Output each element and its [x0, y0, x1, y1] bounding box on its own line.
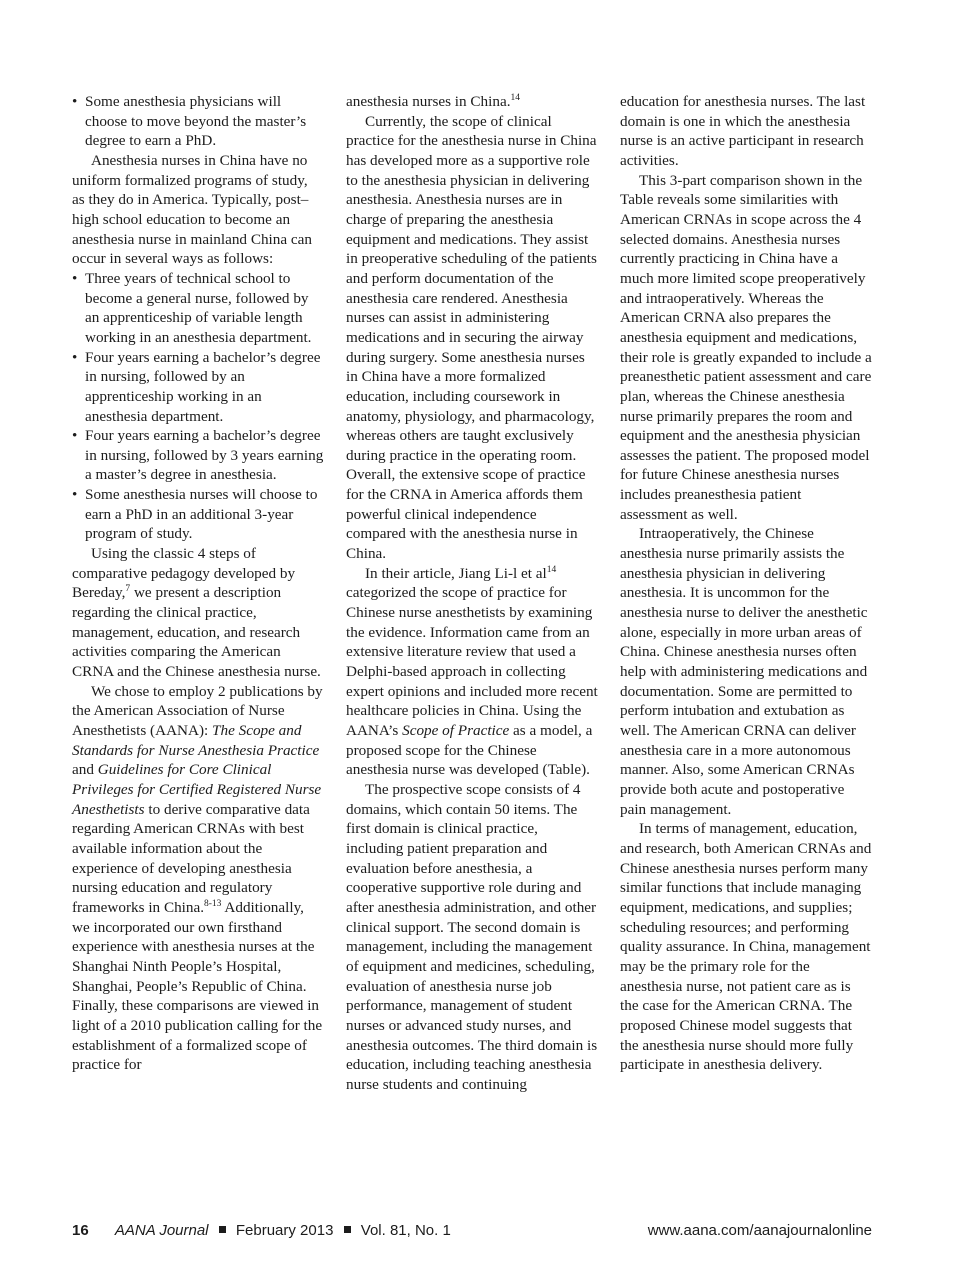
publication-title: Guidelines for Core Clinical Privileges for Certified Registered Nurse Anesthetists [72, 761, 322, 818]
paragraph-clinical-scope: Currently, the scope of clinical practice for the anesthesia nurse in China has developed more as a supportive role to the anesthesia physician in delivering anesthesia. Anesthesia nurses are in charge of preparing the anesthesia equipment and medications. They assist in preoperative scheduling of the patients and perform documentation of the anesthesia care rendered. Anesthesia nurses can assist in administering medications and in securing the airway during surgery. Some anesthesia nurses in China have a more formalized education, including coursework in anatomy, physiology, and pharmacology, whereas others are taught exclusively during practice in the operating room. Overall, the extensive scope of practice for the CRNA in America affords them powerful clinical independence compared with the anesthesia nurse in China. [346, 112, 597, 563]
publication-title: Scope of Practice [402, 722, 510, 739]
paragraph-continuation: anesthesia nurses in China.$^{14}$ [346, 93, 520, 110]
citation-ref: 8-13 [204, 898, 222, 909]
list-item: • Some anesthesia physicians will choose to move beyond the master’s degree to earn a PhD. [72, 92, 324, 151]
column-2 [346, 92, 598, 1094]
issue-date: February 2013 [235, 1222, 334, 1239]
column-1 [72, 92, 324, 1075]
paragraph-jiang-article: In their article, Jiang Li-l et $al^{14}$ categorized the scope of practice for Chinese nurse anesthetists by examining the evidence. Information came from an extensive literature review that used a Delphi-based approach in collecting expert opinions and included more recent healthcare policies in China. Using the AANA’s Scope of Practice as a model, a proposed scope for the Chinese anesthesia nurse was developed (Table). [346, 564, 598, 779]
paragraph-intraoperative: Intraoperatively, the Chinese anesthesia nurse primarily assists the anesthesia physician in delivering anesthesia. It is uncommon for the anesthesia nurse to deliver the anesthetic alone, especially in more urban areas of China. Chinese anesthesia nurses often help with administering medications and documentation. Some are permitted to perform intubation and extubation as well. The American CRNA can deliver anesthesia care in a more autonomous manner. Also, some American CRNAs provide both acute and postoperative pain management. [620, 525, 868, 818]
list-item: • Four years earning a bachelor’s degree in nursing, followed by 3 years earning a master’s degree in anesthesia. [72, 426, 324, 485]
paragraph-prospective-scope: The prospective scope consists of 4 domains, which contain 50 items. The first domain is clinical practice, including patient preparation and evaluation before anesthesia, a cooperative supportive role during and after anesthesia administration, and other clinical support. The second domain is management, including the management of equipment and medicines, scheduling, evaluation of anesthesia nurse job performance, management of student nurses or advanced study nurses, and anesthesia outcomes. The third domain is education, including teaching anesthesia nurse students and continuing [346, 780, 598, 1093]
paragraph-continuation: education for anesthesia nurses. The last domain is one in which the anesthesia nurse is an active participant in research activities. [620, 93, 866, 169]
list-item: • Four years earning a bachelor’s degree in nursing, followed by an apprenticeship working in an anesthesia department. [72, 348, 324, 427]
citation-ref: 14 [510, 93, 520, 103]
publication-title: The Scope and Standards for Nurse Anesthesia Practice [72, 722, 320, 759]
paragraph-comparison: This 3-part comparison shown in the Table reveals some similarities with American CRNAs in scope across the 4 selected domains. Anesthesia nurses currently practicing in China have a much more limited scope preoperatively and intraoperatively. Whereas the American CRNA also prepares the anesthesia equipment and medications, their role is greatly expanded to include a preanesthetic patient assessment and care plan, whereas the Chinese anesthesia nurse primarily prepares the room and equipment and the anesthesia physician assesses the patient. The proposed model for future Chinese anesthesia nurses includes preanesthesia patient assessment as well. [620, 171, 872, 523]
page-number: 16 [72, 1222, 89, 1239]
journal-url[interactable]: www.aana.com/aanajournalonline [647, 1222, 872, 1239]
paragraph-management: In terms of management, education, and research, both American CRNAs and Chinese anesthesia nurses perform many similar functions that include managing equipment, medications, and supplies; scheduling resources; and performing quality assurance. In China, management may be the primary role for the anesthesia nurse, not patient care as is the case for the American CRNA. The proposed Chinese model suggests that the anesthesia nurse should more fully participate in anesthesia delivery. [620, 820, 872, 1074]
bullet-list-training-paths [72, 269, 324, 544]
column-3 [620, 92, 872, 1075]
citation-ref: 7 [125, 584, 131, 595]
bullet-list-degrees-physicians [72, 92, 324, 151]
page-footer [72, 1222, 872, 1242]
volume-issue: Vol. 81, No. 1 [360, 1222, 451, 1239]
footer-citation [72, 1222, 451, 1239]
square-separator-icon [219, 1226, 226, 1233]
list-item: • Three years of technical school to become a general nurse, followed by an apprenticeship of variable length working in an anesthesia department. [72, 269, 324, 348]
list-item: • Some anesthesia nurses will choose to earn a PhD in an additional 3-year program of study. [72, 485, 324, 544]
square-separator-icon [344, 1226, 351, 1233]
paragraph-comparative-pedagogy: Using the classic 4 steps of comparative pedagogy developed by Bereday,$^7$ we present a description regarding the clinical practice, management, education, and research activities comparing the American CRNA and the Chinese anesthesia nurse. [72, 545, 321, 681]
paragraph-training-intro: Anesthesia nurses in China have no uniform formalized programs of study, as they do in America. Typically, post–high school education to become an anesthesia nurse in mainland China can occur in several ways as follows: [72, 151, 312, 268]
citation-ref: 14 [546, 564, 557, 575]
paragraph-aana-publications: We chose to employ 2 publications by the American Association of Nurse Anesthetists (AANA): The Scope and Standards for Nurse Anesthesia Practice and Guidelines for Core Clinical Privileges for Certified Registered Nurse Anesthetists to derive comparative data regarding American CRNAs with best available information about the experience of developing anesthesia nursing education and regulatory frameworks in China.$^{8-13}$ Additionally, we incorporated our own firsthand experience with anesthesia nurses at the Shanghai Ninth People’s Hospital, Shanghai, People’s Republic of China. Finally, these comparisons are viewed in light of a 2010 publication calling for the establishment of a formalized scope of practice for [72, 682, 323, 1074]
journal-name: AANA Journal [114, 1222, 209, 1239]
